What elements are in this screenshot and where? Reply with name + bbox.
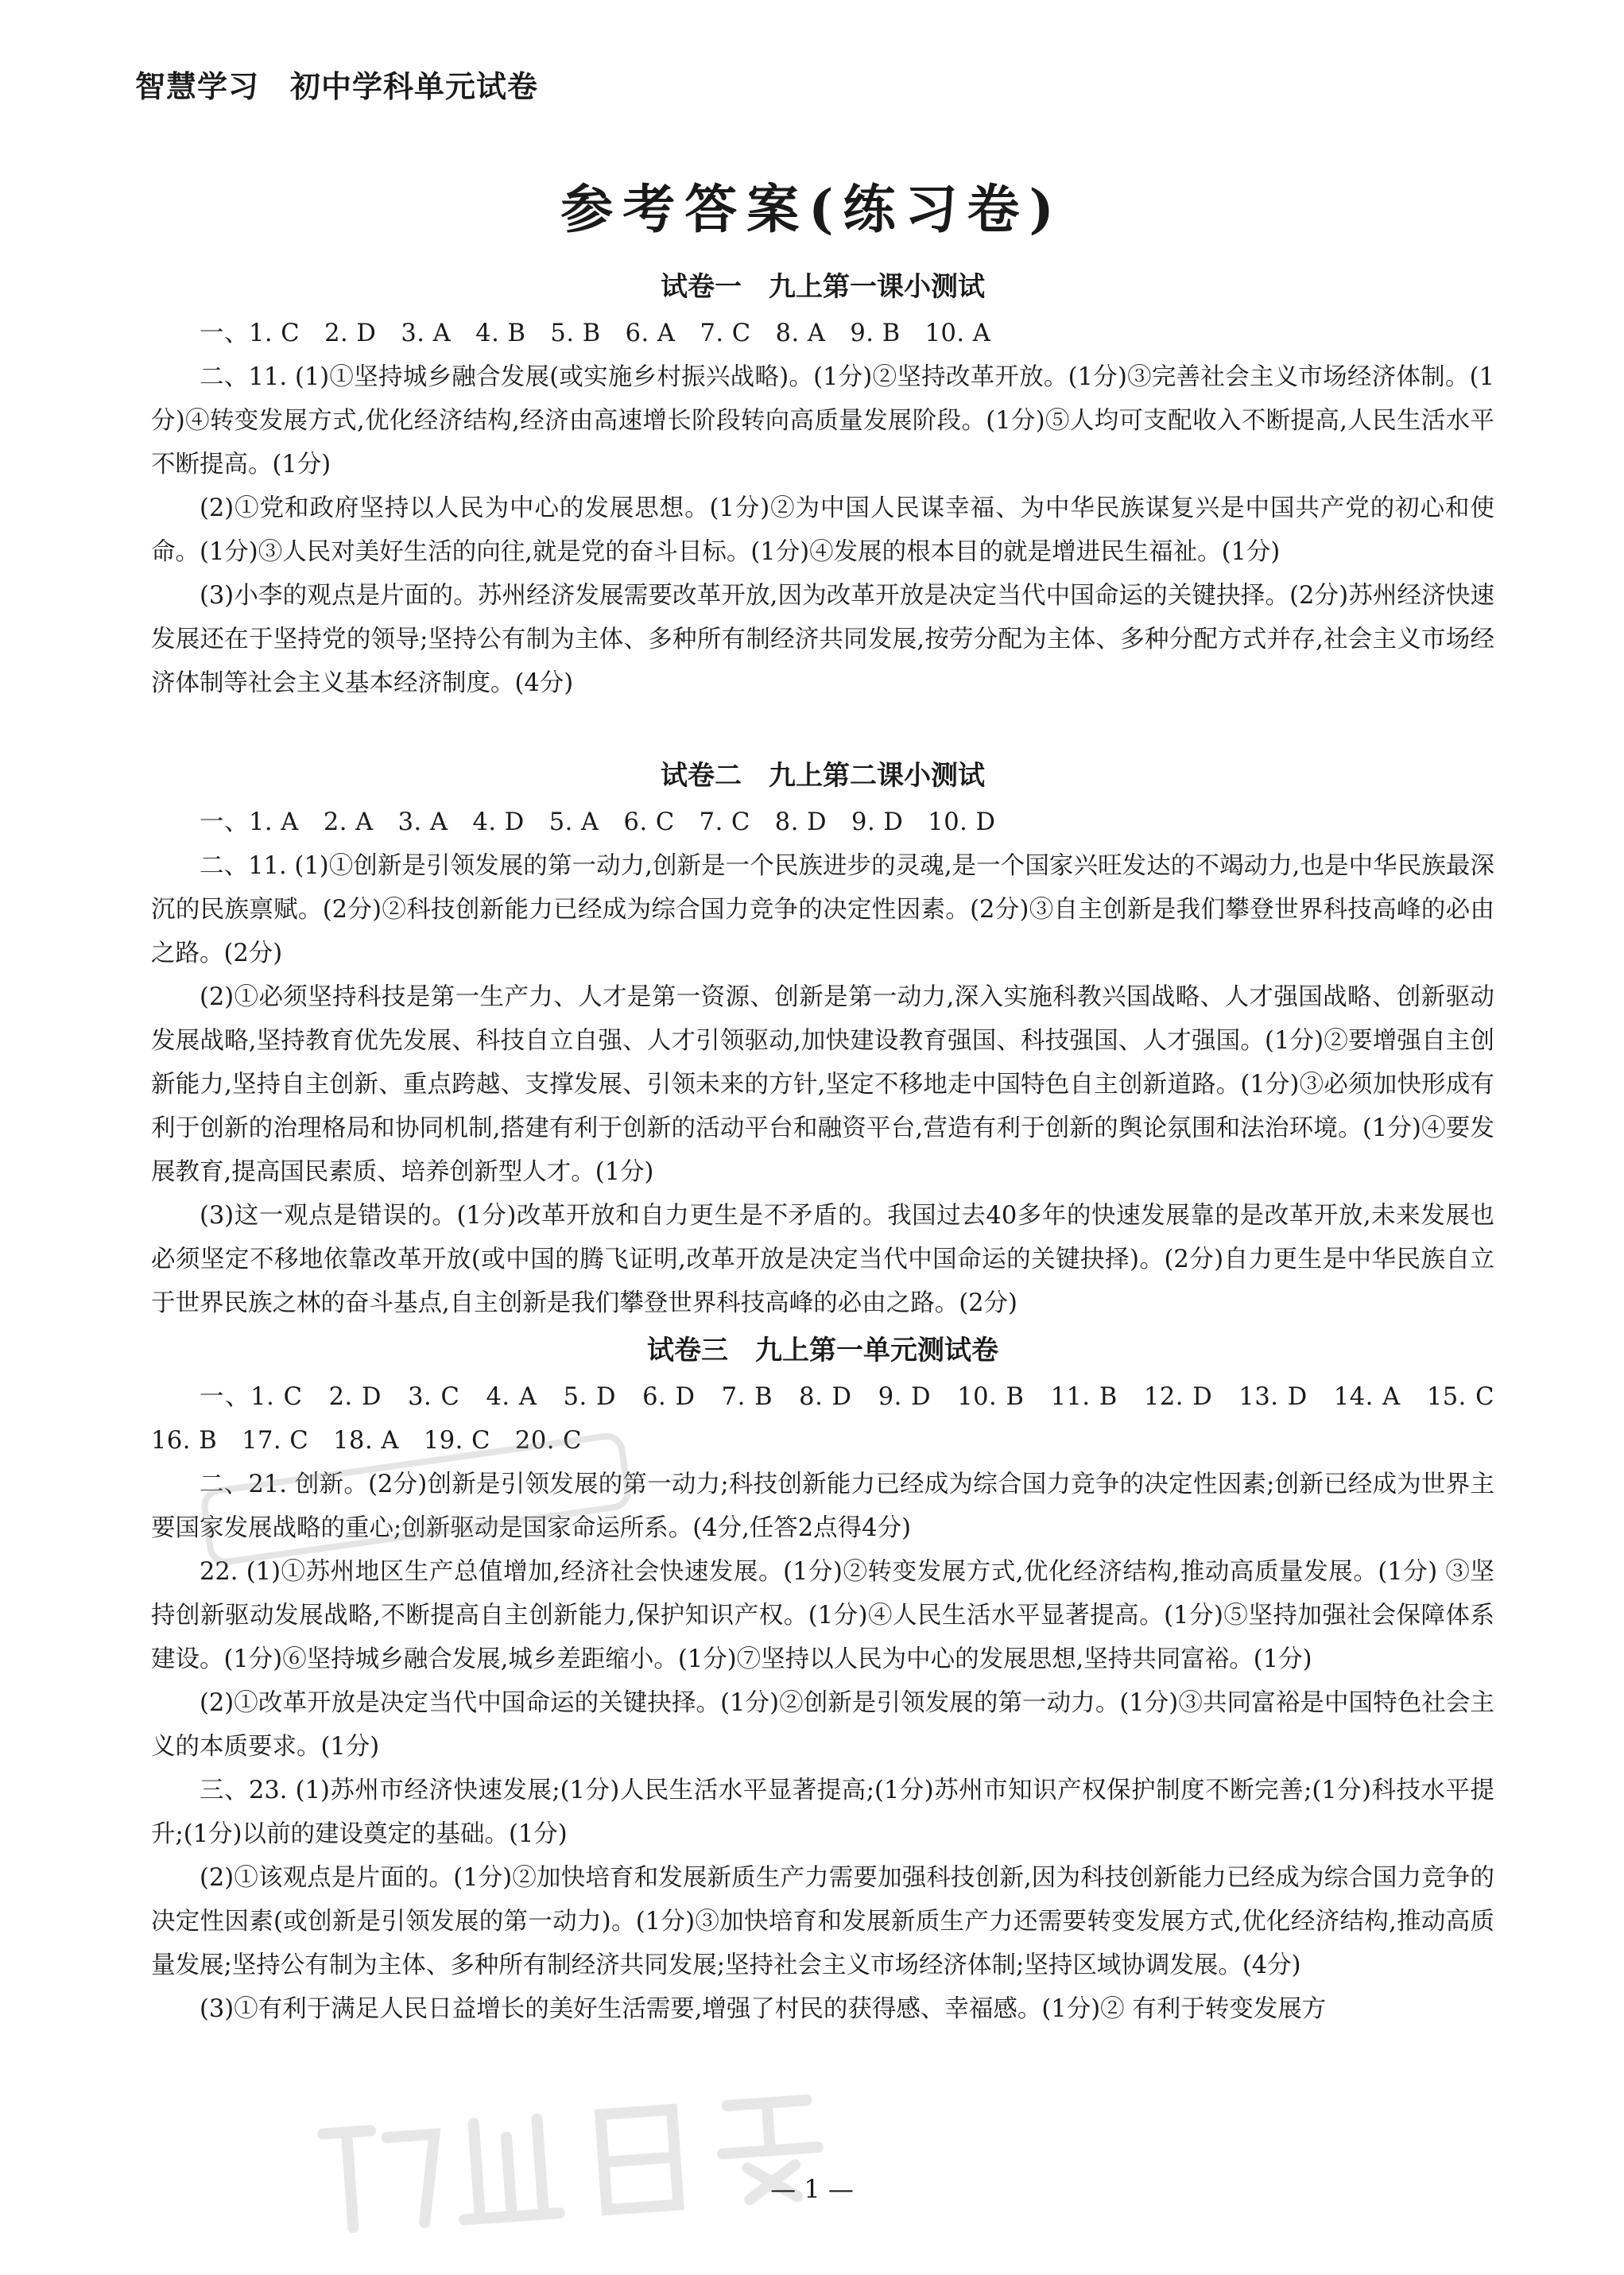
answer-paragraph: (3)小李的观点是片面的。苏州经济发展需要改革开放,因为改革开放是决定当代中国命运的关键抉择。(2分)苏州经济快速发展还在于坚持党的领导;坚持公有制为主体、多种所有制经济共同发展,按劳分配为主体、多种分配方式并存,社会主义市场经济体制等社会主义基本经济制度。(4分) bbox=[151, 582, 1494, 697]
answer-paragraph: 二、11. (1)①坚持城乡融合发展(或实施乡村振兴战略)。(1分)②坚持改革开放。(1分)③完善社会主义市场经济体制。(1分)④转变发展方式,优化经济结构,经济由高速增长阶段转向高质量发展阶段。(1分)⑤人均可支配收入不断提高,人民生活水平不断提高。(1分) bbox=[151, 363, 1494, 479]
answer-paragraph: 二、21. 创新。(2分)创新是引领发展的第一动力;科技创新能力已经成为综合国力竞争的决定性因素;创新已经成为世界主要国家发展战略的重心;创新驱动是国家命运所系。(4分,任答2点得4分) bbox=[151, 1471, 1494, 1542]
answer-paragraph: 二、11. (1)①创新是引领发展的第一动力,创新是一个民族进步的灵魂,是一个国家兴旺发达的不竭动力,也是中华民族最深沉的民族禀赋。(2分)②科技创新能力已经成为综合国力竞争的决定性因素。(2分)③自主创新是我们攀登世界科技高峰的必由之路。(2分) bbox=[151, 852, 1494, 967]
section-2 bbox=[151, 751, 1494, 1325]
watermark-picture bbox=[297, 2062, 911, 2275]
page-number: — 1 — bbox=[770, 2174, 854, 2204]
page-title: 参考答案(练习卷) bbox=[560, 178, 1064, 240]
answer-paragraph: (2)①该观点是片面的。(1分)②加快培育和发展新质生产力需要加强科技创新,因为科技创新能力已经成为综合国力竞争的决定性因素(或创新是引领发展的第一动力)。(1分)③加快培育和发展新质生产力还需要转变发展方式,优化经济结构,推动高质量发展;坚持公有制为主体、多种所有制经济共同发展;坚持社会主义市场经济体制;坚持区域协调发展。(4分) bbox=[151, 1864, 1494, 1979]
page-header: 智慧学习 初中学科单元试卷 bbox=[135, 69, 539, 104]
section-title: 试卷一 九上第一课小测试 bbox=[661, 271, 985, 303]
answer-paragraph: 22. (1)①苏州地区生产总值增加,经济社会快速发展。(1分)②转变发展方式,优化经济结构,推动高质量发展。(1分) ③坚持创新驱动发展战略,不断提高自主创新能力,保护知识产权。(1分)④人民生活水平显著提高。(1分)⑤坚持加强社会保障体系建设。(1分)⑥坚持城乡融合发展,城乡差距缩小。(1分)⑦坚持以人民为中心的发展思想,坚持共同富裕。(1分) bbox=[151, 1558, 1494, 1673]
answer-paragraph: 三、23. (1)苏州市经济快速发展;(1分)人民生活水平显著提高;(1分)苏州市知识产权保护制度不断完善;(1分)科技水平提升;(1分)以前的建设奠定的基础。(1分) bbox=[151, 1777, 1494, 1848]
section-3 bbox=[151, 1326, 1519, 2031]
answer-paragraph: (3)这一观点是错误的。(1分)改革开放和自力更生是不矛盾的。我国过去40多年的快速发展靠的是改革开放,未来发展也必须坚定不移地依靠改革开放(或中国的腾飞证明,改革开放是决定当代中国命运的关键抉择)。(2分)自力更生是中华民族自立于世界民族之林的奋斗基点,自主创新是我们攀登世界科技高峰的必由之路。(2分) bbox=[151, 1202, 1494, 1317]
answer-paragraph: (2)①必须坚持科技是第一生产力、人才是第一资源、创新是第一动力,深入实施科教兴国战略、人才强国战略、创新驱动发展战略,坚持教育优先发展、科技自立自强、人才引领驱动,加快建设教育强国、科技强国、人才强国。(1分)②要增强自主创新能力,坚持自主创新、重点跨越、支撑发展、引领未来的方针,坚定不移地走中国特色自主创新道路。(1分)③必须加快形成有利于创新的治理格局和协同机制,搭建有利于创新的活动平台和融资平台,营造有利于创新的舆论氛围和法治环境。(1分)④要发展教育,提高国民素质、培养创新型人才。(1分) bbox=[151, 983, 1494, 1186]
answer-paragraph: 一、1. A 2. A 3. A 4. D 5. A 6. C 7. C 8. D 9. D 10. D bbox=[200, 808, 996, 836]
answer-paragraph: (2)①党和政府坚持以人民为中心的发展思想。(1分)②为中国人民谋幸福、为中华民族谋复兴是中国共产党的初心和使命。(1分)③人民对美好生活的向往,就是党的奋斗目标。(1分)④发展的根本目的就是增进民生福祉。(1分) bbox=[151, 494, 1494, 566]
answer-paragraph: (3)①有利于满足人民日益增长的美好生活需要,增强了村民的获得感、幸福感。(1分)② 有利于转变发展方 bbox=[200, 1995, 1327, 2023]
answer-paragraph: 一、1. C 2. D 3. C 4. A 5. D 6. D 7. B 8. D 9. D 10. B 11. B 12. D 13. D 14. A 15. C 16. B 17. C 18. A 19. C 20. C bbox=[151, 1383, 1519, 1455]
answer-paragraph: 一、1. C 2. D 3. A 4. B 5. B 6. A 7. C 8. A 9. B 10. A bbox=[200, 320, 991, 347]
section-title: 试卷二 九上第二课小测试 bbox=[661, 760, 985, 792]
section-1 bbox=[151, 262, 1494, 705]
answer-paragraph: (2)①改革开放是决定当代中国命运的关键抉择。(1分)②创新是引领发展的第一动力。(1分)③共同富裕是中国特色社会主义的本质要求。(1分) bbox=[151, 1689, 1494, 1761]
section-title: 试卷三 九上第一单元测试卷 bbox=[647, 1335, 998, 1366]
